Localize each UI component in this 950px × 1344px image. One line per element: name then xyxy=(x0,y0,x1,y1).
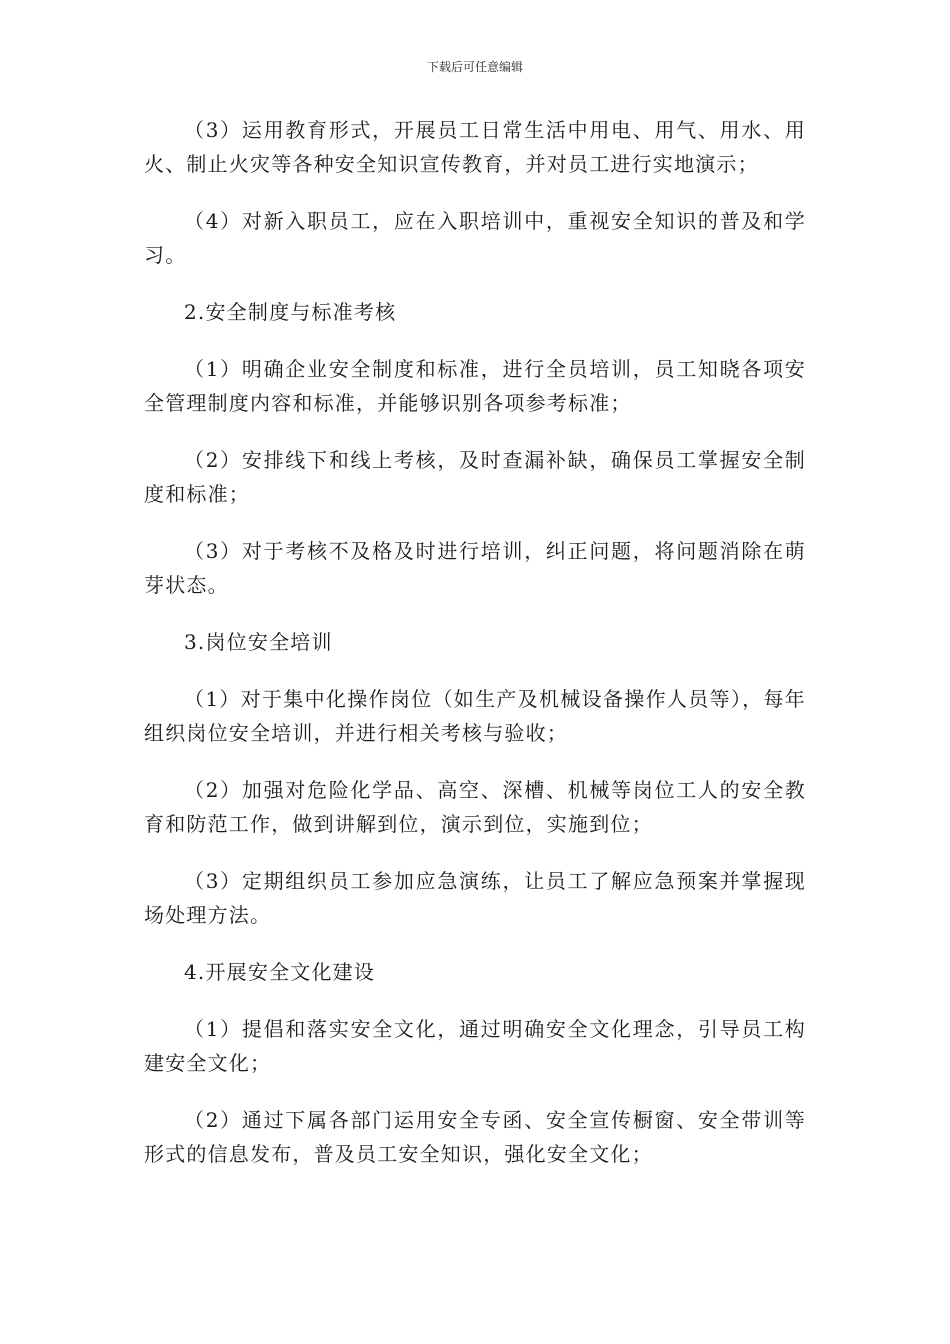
section-heading-3: 3.岗位安全培训 xyxy=(184,630,333,654)
paragraph-section4-item-1: （1）提倡和落实安全文化，通过明确安全文化理念，引导员工构建安全文化； xyxy=(144,1017,806,1075)
section-heading-4: 4.开展安全文化建设 xyxy=(184,960,376,984)
paragraph-section4-item-2: （2）通过下属各部门运用安全专函、安全宣传橱窗、安全带训等形式的信息发布，普及员工安全知识，强化安全文化； xyxy=(144,1108,806,1166)
section-heading-2: 2.安全制度与标准考核 xyxy=(184,300,397,324)
paragraph-item-3-electric-gas-water-fire: （3）运用教育形式，开展员工日常生活中用电、用气、用水、用火、制止火灾等各种安全知识宣传教育，并对员工进行实地演示； xyxy=(144,118,806,176)
paragraph-section3-item-3: （3）定期组织员工参加应急演练，让员工了解应急预案并掌握现场处理方法。 xyxy=(144,869,806,927)
paragraph-section2-item-2: （2）安排线下和线上考核，及时查漏补缺，确保员工掌握安全制度和标准； xyxy=(144,448,806,506)
paragraph-section2-item-3: （3）对于考核不及格及时进行培训，纠正问题，将问题消除在萌芽状态。 xyxy=(144,539,806,597)
paragraph-section3-item-2: （2）加强对危险化学品、高空、深槽、机械等岗位工人的安全教育和防范工作，做到讲解到位，演示到位，实施到位； xyxy=(144,778,806,836)
page-header: 下载后可任意编辑 xyxy=(426,60,523,74)
paragraph-item-4-new-employee: （4）对新入职员工，应在入职培训中，重视安全知识的普及和学习。 xyxy=(144,209,806,267)
document-body xyxy=(144,113,806,1194)
paragraph-section3-item-1: （1）对于集中化操作岗位（如生产及机械设备操作人员等），每年组织岗位安全培训，并进行相关考核与验收； xyxy=(144,687,806,745)
paragraph-section2-item-1: （1）明确企业安全制度和标准，进行全员培训，员工知晓各项安全管理制度内容和标准，并能够识别各项参考标准； xyxy=(144,357,806,415)
